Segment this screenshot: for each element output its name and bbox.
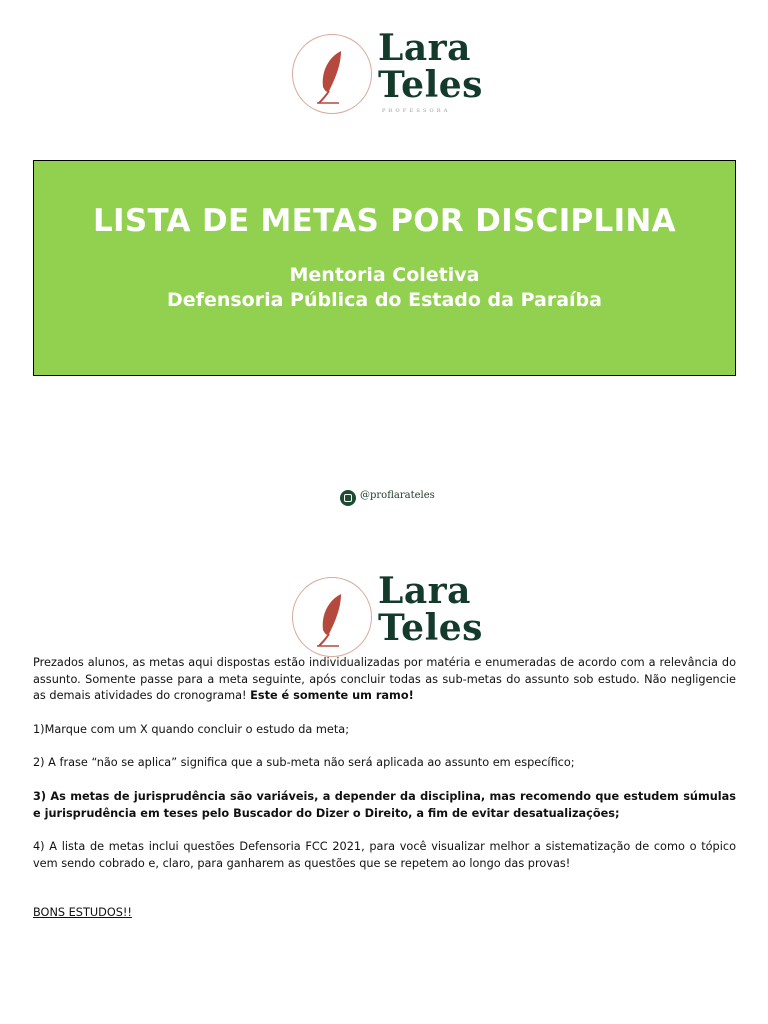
intro-text: Prezados alunos, as metas aqui dispostas estão individualizadas por matéria e enumeradas de acordo com a relevância do assunto. Somente passe para a meta seguinte, após concluir todas as sub-metas do assunto sob estudo. Não negligencie as demais atividades do cronograma!	[33, 656, 736, 703]
logo-watermark	[292, 570, 483, 661]
logo-name-line1: Lara	[378, 570, 471, 612]
logo-emblem	[292, 34, 372, 114]
instruction-item-1: 1)Marque com um X quando concluir o estudo da meta;	[33, 722, 350, 736]
quill-icon	[311, 47, 355, 105]
instagram-icon	[340, 490, 356, 506]
instruction-item-2: 2) A frase “não se aplica” significa que a sub-meta não será aplicada ao assunto em específico;	[33, 756, 575, 770]
quill-icon	[311, 590, 355, 648]
instruction-item-3: 3) As metas de jurisprudência são variáveis, a depender da disciplina, mas recomendo que estudem súmulas e jurisprudência em teses pelo Buscador do Dizer o Direito, a fim de evitar desatualizações;	[33, 789, 736, 820]
logo-name-line2: Teles	[378, 607, 483, 649]
banner-title: LISTA DE METAS POR DISCIPLINA	[93, 203, 676, 239]
logo-name-line1: Lara	[378, 27, 471, 69]
logo-name	[378, 570, 483, 649]
instruction-item-4: 4) A lista de metas inclui questões Defensoria FCC 2021, para você visualizar melhor a sistematização de como o tópico vem sendo cobrado e, claro, para ganharem as questões que se repetem ao longo das provas!	[33, 840, 736, 870]
instagram-handle: @proflarateles	[360, 490, 435, 501]
banner-subtitle-1: Mentoria Coletiva	[289, 264, 480, 286]
logo	[292, 27, 483, 118]
intro-paragraph	[33, 655, 736, 705]
logo-subtitle: PROFESSORA	[382, 108, 451, 114]
instructions	[33, 655, 736, 939]
logo-emblem	[292, 577, 372, 657]
title-banner	[33, 160, 736, 376]
banner-subtitle-2: Defensoria Pública do Estado da Paraíba	[167, 289, 602, 311]
logo-name-line2: Teles	[378, 64, 483, 106]
logo-name	[378, 27, 483, 106]
closing-line: BONS ESTUDOS!!	[33, 906, 132, 920]
intro-emphasis: Este é somente um ramo!	[250, 689, 414, 703]
